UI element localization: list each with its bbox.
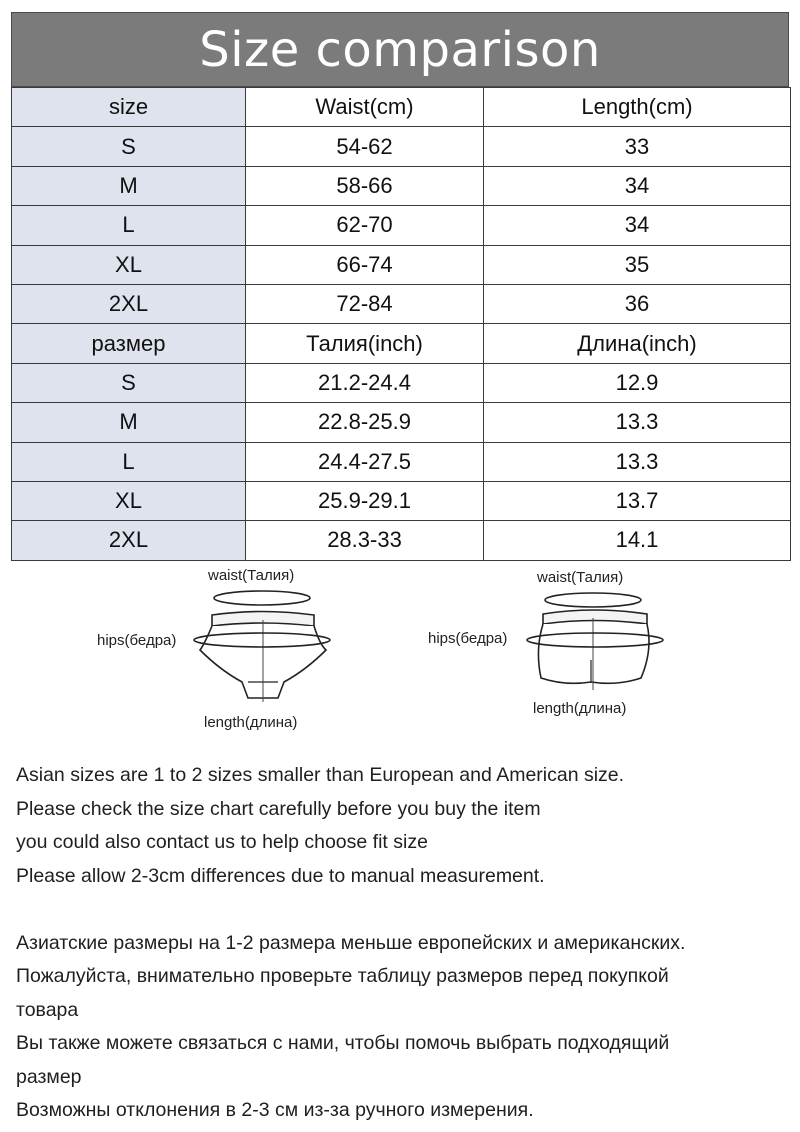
table-cell: 66-74: [246, 245, 484, 284]
table-cell: 13.3: [484, 403, 791, 442]
table-cell: XL: [12, 481, 246, 520]
table-cell: Длина(inch): [484, 324, 791, 363]
table-cell: 54-62: [246, 127, 484, 166]
brief-illustration: [190, 590, 340, 710]
boyshort-measure-diagram: [428, 569, 665, 717]
note-line: Азиатские размеры на 1-2 размера меньше европейских и американских.: [16, 931, 686, 954]
table-row: [12, 166, 791, 205]
table-cell: 2XL: [12, 284, 246, 323]
length-label: length(длина): [204, 714, 298, 731]
table-row: [12, 442, 791, 481]
table-cell: Length(cm): [484, 88, 791, 127]
table-header-row: [12, 88, 791, 127]
table-row: [12, 363, 791, 402]
table-cell: 24.4-27.5: [246, 442, 484, 481]
brief-measure-diagram: [97, 567, 340, 731]
note-line: Возможны отклонения в 2-3 см из-за ручного измерения.: [16, 1099, 534, 1121]
waist-label: waist(Талия): [208, 567, 295, 584]
table-cell: 35: [484, 245, 791, 284]
table-cell: S: [12, 127, 246, 166]
table-cell: L: [12, 206, 246, 245]
table-cell: 2XL: [12, 521, 246, 560]
note-line: Asian sizes are 1 to 2 sizes smaller than European and American size.: [16, 764, 625, 786]
table-cell: размер: [12, 324, 246, 363]
table-cell: 62-70: [246, 206, 484, 245]
page-title: Size comparison: [199, 21, 601, 78]
table-cell: 25.9-29.1: [246, 481, 484, 520]
table-row: [12, 127, 791, 166]
note-line: you could also contact us to help choose fit size: [16, 831, 428, 853]
note-line: Пожалуйста, внимательно проверьте таблицу размеров перед покупкой: [16, 965, 669, 987]
waist-label: waist(Талия): [537, 569, 624, 586]
table-row: [12, 403, 791, 442]
table-cell: XL: [12, 245, 246, 284]
hips-label: hips(бедра): [97, 632, 177, 649]
table-cell: S: [12, 363, 246, 402]
hips-label: hips(бедра): [428, 630, 508, 647]
table-cell: 13.3: [484, 442, 791, 481]
note-line: Please check the size chart carefully before you buy the item: [16, 797, 541, 820]
notes-section: [16, 759, 791, 1128]
table-row: [12, 284, 791, 323]
note-line: товара: [16, 998, 79, 1021]
table-row: [12, 206, 791, 245]
table-cell: 28.3-33: [246, 521, 484, 560]
table-cell: L: [12, 442, 246, 481]
note-line: размер: [16, 1065, 82, 1088]
table-cell: 33: [484, 127, 791, 166]
table-cell: 34: [484, 166, 791, 205]
table-cell: 12.9: [484, 363, 791, 402]
table-cell: Waist(cm): [246, 88, 484, 127]
table-cell: size: [12, 88, 246, 127]
note-line: Вы также можете связаться с нами, чтобы помочь выбрать подходящий: [16, 1032, 670, 1054]
table-row: [12, 521, 791, 560]
table-cell: 13.7: [484, 481, 791, 520]
table-header-row: [12, 324, 791, 363]
spacer: [16, 893, 791, 927]
table-cell: Талия(inch): [246, 324, 484, 363]
table-cell: M: [12, 403, 246, 442]
table-cell: 21.2-24.4: [246, 363, 484, 402]
size-table: [11, 87, 791, 561]
table-cell: 72-84: [246, 284, 484, 323]
table-cell: M: [12, 166, 246, 205]
table-cell: 34: [484, 206, 791, 245]
table-cell: 58-66: [246, 166, 484, 205]
table-cell: 36: [484, 284, 791, 323]
table-row: [12, 481, 791, 520]
table-cell: 14.1: [484, 521, 791, 560]
boyshort-illustration: [525, 590, 665, 700]
length-label: length(длина): [533, 700, 627, 717]
title-banner: [11, 12, 789, 87]
table-cell: 22.8-25.9: [246, 403, 484, 442]
note-line: Please allow 2-3cm differences due to manual measurement.: [16, 864, 545, 887]
table-row: [12, 245, 791, 284]
